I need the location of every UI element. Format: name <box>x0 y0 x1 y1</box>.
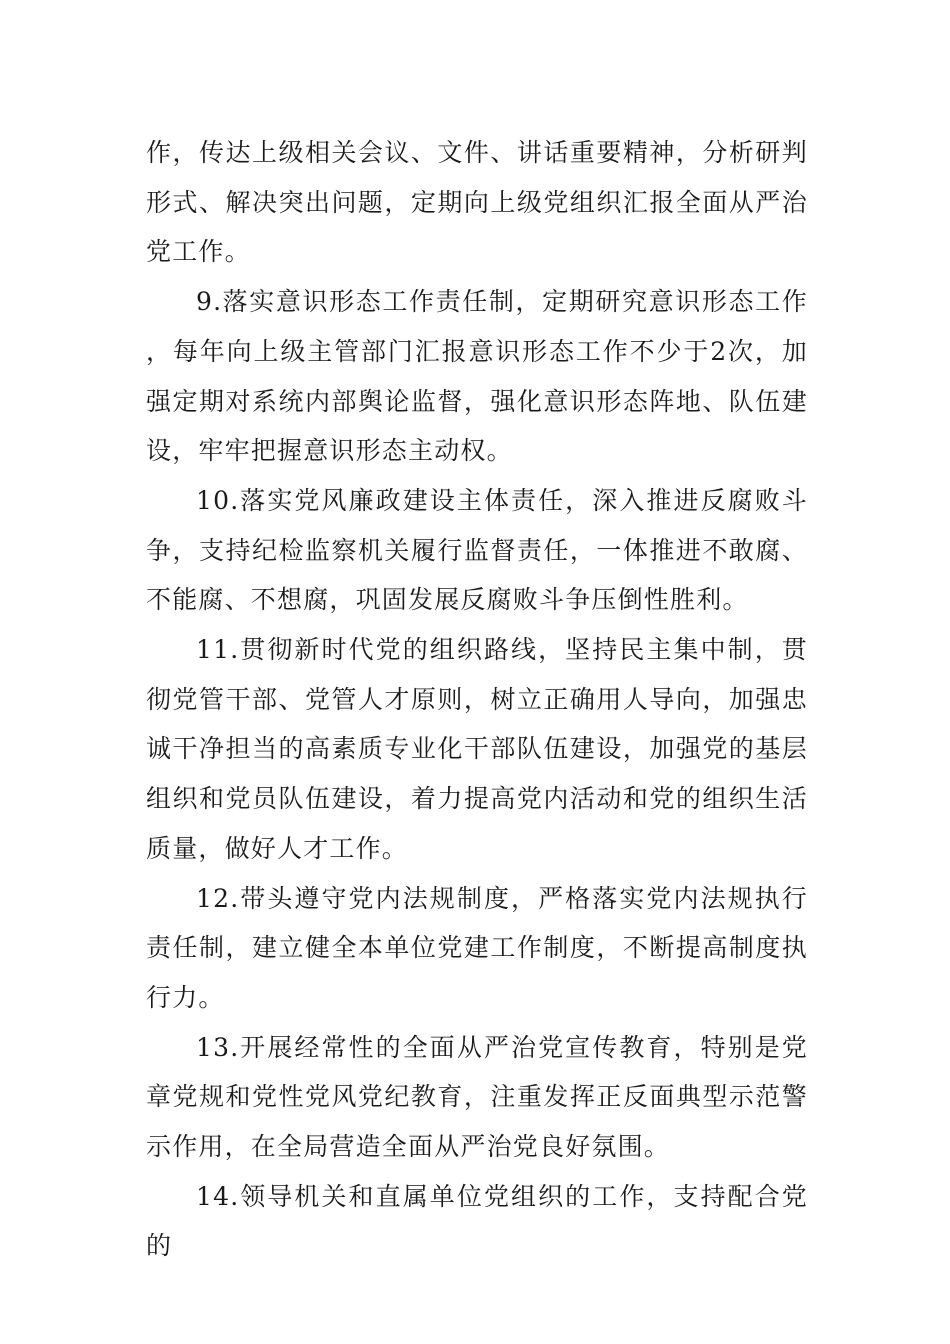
paragraph-item-10: 10.落实党风廉政建设主体责任，深入推进反腐败斗争，支持纪检监察机关履行监督责任，一体推进不敢腐、不能腐、不想腐，巩固发展反腐败斗争压倒性胜利。 <box>146 485 808 615</box>
paragraph-item-13: 13.开展经常性的全面从严治党宣传教育，特别是党章党规和党性党风党纪教育，注重发挥正反面典型示范警示作用，在全局营造全面从严治党良好氛围。 <box>146 1032 808 1162</box>
paragraph-item-14: 14.领导机关和直属单位党组织的工作，支持配合党的 <box>146 1181 808 1261</box>
document-body <box>146 128 808 1271</box>
paragraph-item-9: 9.落实意识形态工作责任制，定期研究意识形态工作，每年向上级主管部门汇报意识形态工作不少于2次，加强定期对系统内部舆论监督，强化意识形态阵地、队伍建设，牢牢把握意识形态主动权。 <box>146 287 808 466</box>
paragraph-continuation: 作，传达上级相关会议、文件、讲话重要精神，分析研判形式、解决突出问题，定期向上级党组织汇报全面从严治党工作。 <box>146 138 808 267</box>
paragraph-item-12: 12.带头遵守党内法规制度，严格落实党内法规执行责任制，建立健全本单位党建工作制度，不断提高制度执行力。 <box>146 883 808 1012</box>
paragraph-item-11: 11.贯彻新时代党的组织路线，坚持民主集中制，贯彻党管干部、党管人才原则，树立正确用人导向，加强忠诚干净担当的高素质专业化干部队伍建设，加强党的基层组织和党员队伍建设，着力提高党内活动和党的组织生活质量，做好人才工作。 <box>146 635 808 863</box>
